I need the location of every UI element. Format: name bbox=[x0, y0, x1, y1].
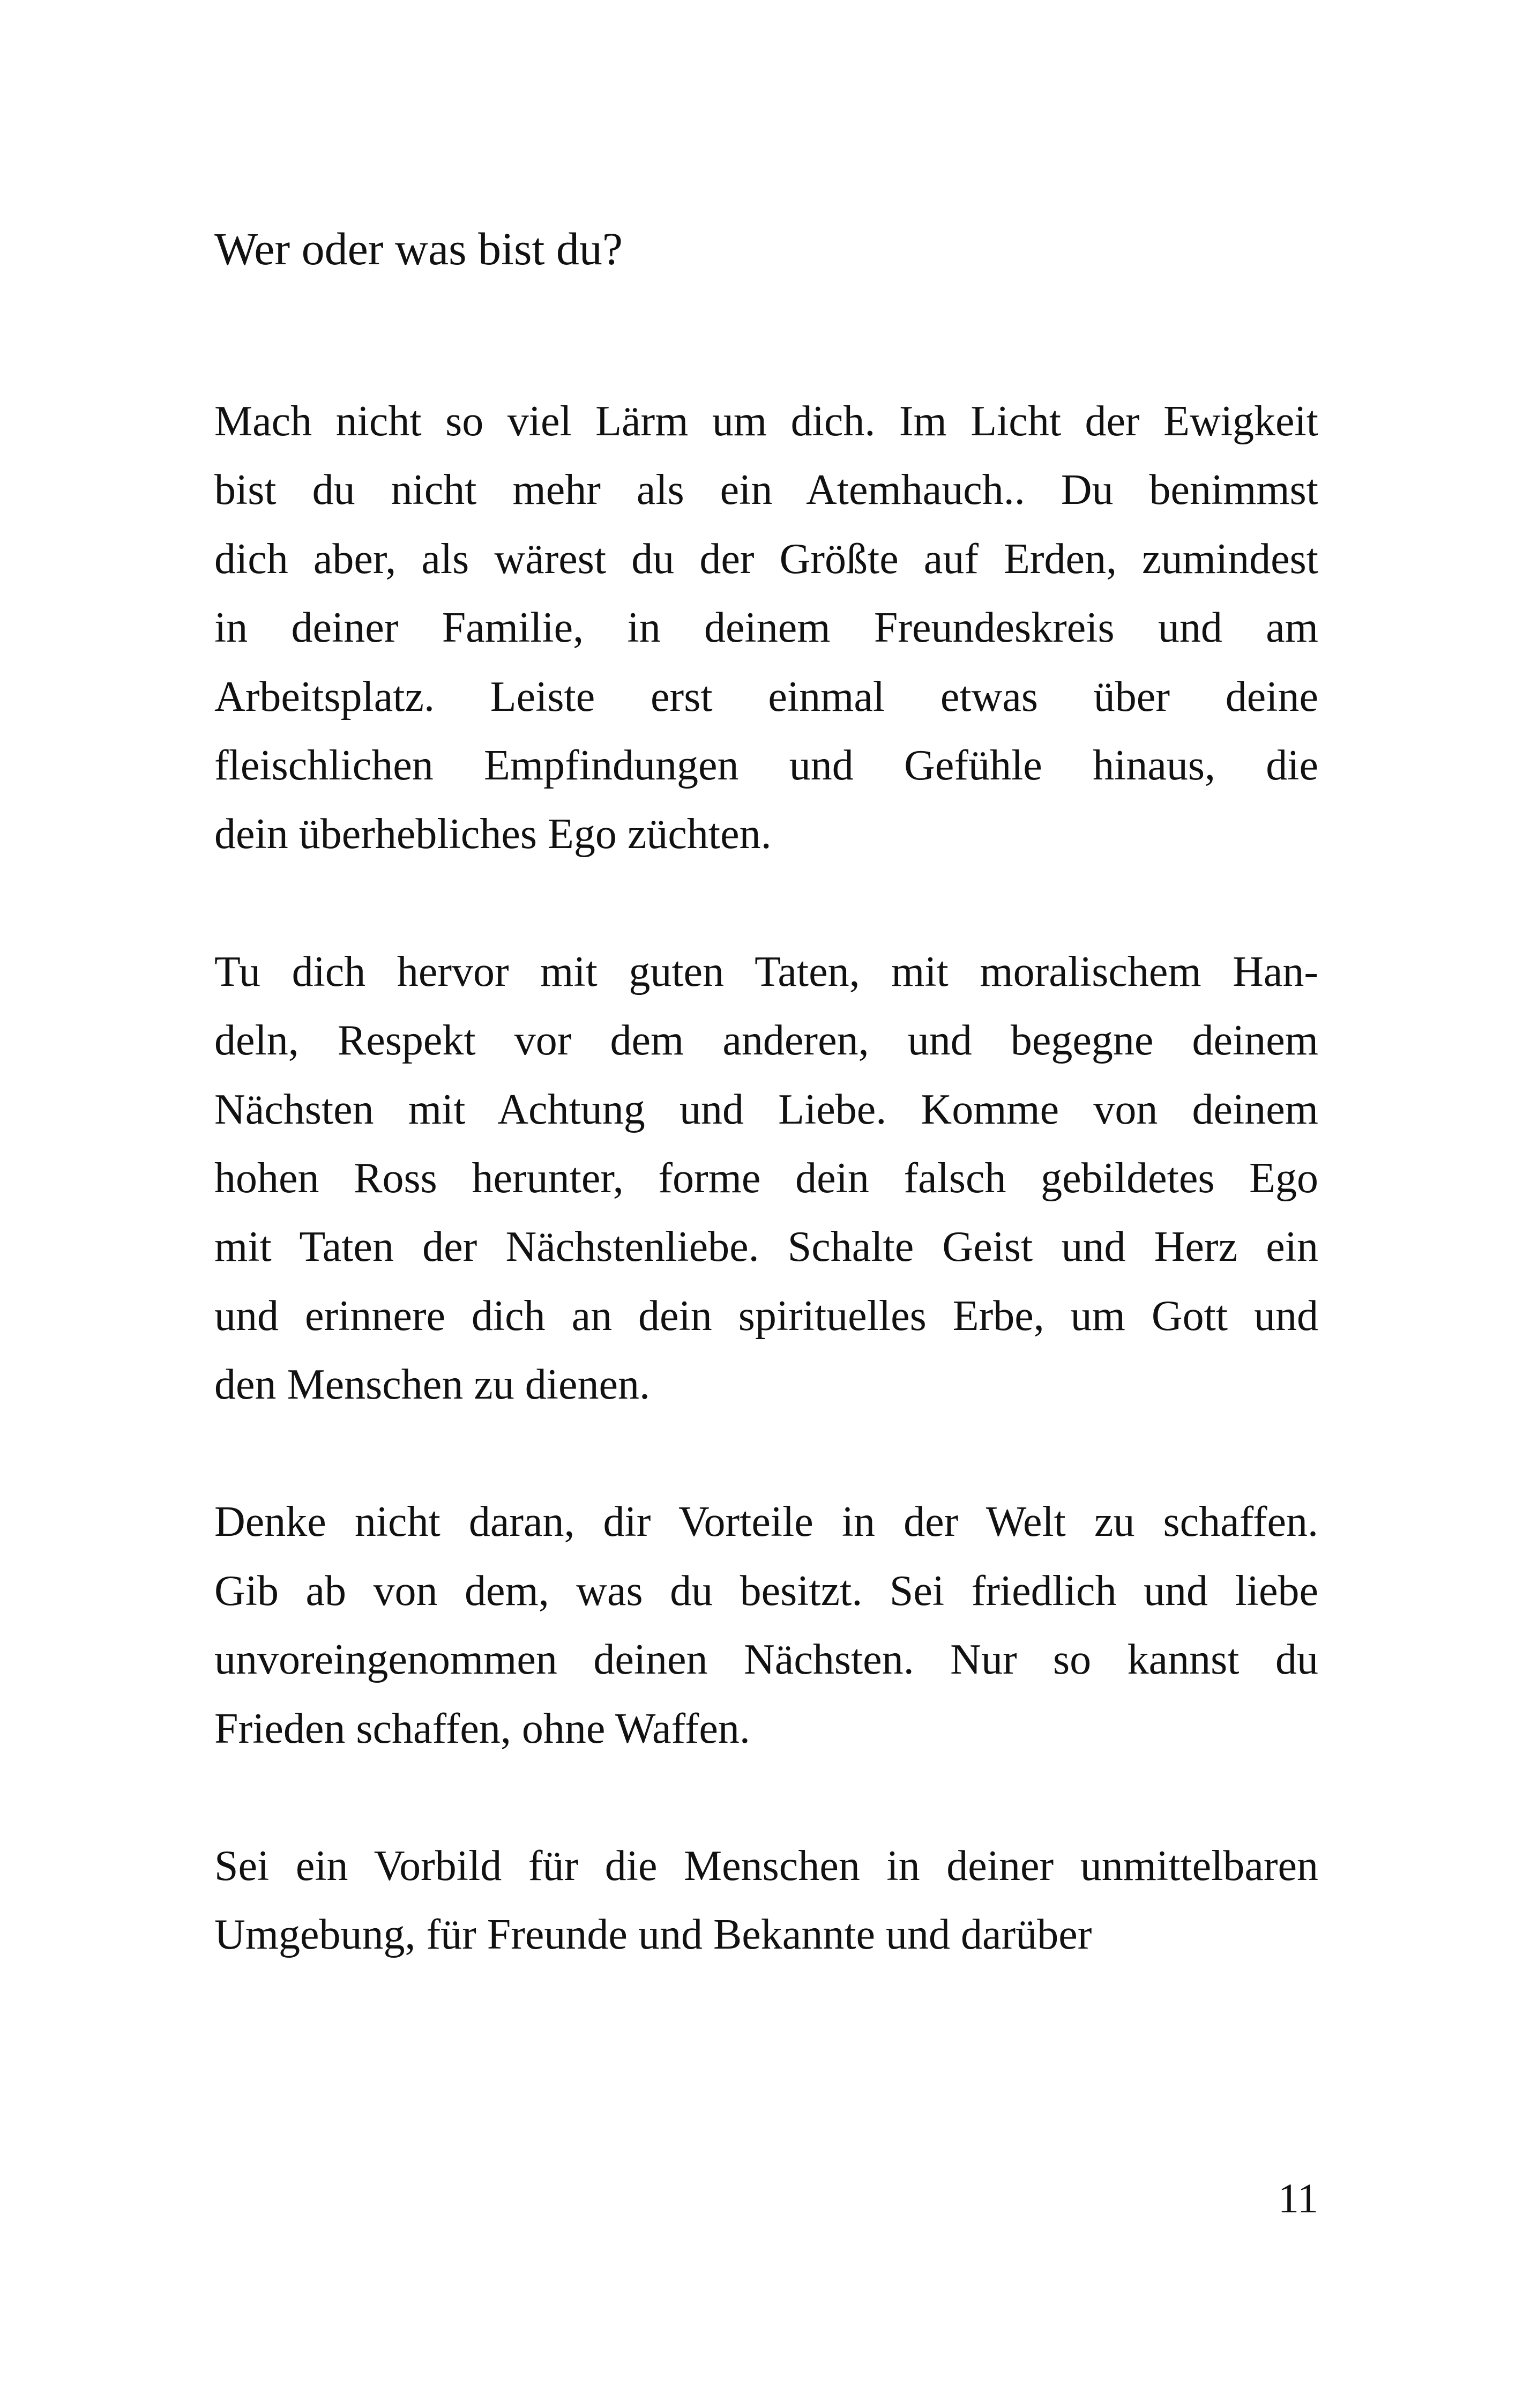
text-line: dein überhebliches Ego züchten. bbox=[214, 811, 772, 858]
paragraph-1 bbox=[214, 387, 1318, 869]
text-line: fleischlichen Empfindungen und Gefühle hinaus, die bbox=[214, 741, 1318, 789]
text-line: Arbeitsplatz. Leiste erst einmal etwas über deine bbox=[214, 673, 1318, 720]
text-line: dich aber, als wärest du der Größte auf Erden, zumindest bbox=[214, 535, 1318, 583]
text-line: Gib ab von dem, was du besitzt. Sei friedlich und liebe bbox=[214, 1567, 1318, 1615]
text-line: mit Taten der Nächstenliebe. Schalte Geist und Herz ein bbox=[214, 1223, 1318, 1271]
page-number: 11 bbox=[1278, 2175, 1318, 2221]
paragraph-2 bbox=[214, 938, 1318, 1419]
text-line: Sei ein Vorbild für die Menschen in deiner unmittelbaren bbox=[214, 1842, 1318, 1890]
body-text bbox=[214, 387, 1318, 2038]
text-line: und erinnere dich an dein spirituelles Erbe, um Gott und bbox=[214, 1292, 1318, 1340]
chapter-heading: Wer oder was bist du? bbox=[214, 223, 623, 274]
paragraph-3 bbox=[214, 1488, 1318, 1763]
text-line: hohen Ross herunter, forme dein falsch gebildetes Ego bbox=[214, 1154, 1318, 1202]
text-line: Umgebung, für Freunde und Bekannte und darüber bbox=[214, 1911, 1092, 1959]
text-line: deln, Respekt vor dem anderen, und begegne deinem bbox=[214, 1017, 1318, 1065]
text-line: Nächsten mit Achtung und Liebe. Komme von deinem bbox=[214, 1086, 1318, 1133]
paragraph-4 bbox=[214, 1832, 1318, 1969]
text-line: Frieden schaffen, ohne Waffen. bbox=[214, 1705, 750, 1752]
text-line: Tu dich hervor mit guten Taten, mit moralischem Han- bbox=[214, 948, 1318, 995]
text-line: Denke nicht daran, dir Vorteile in der Welt zu schaffen. bbox=[214, 1498, 1318, 1546]
text-line: Mach nicht so viel Lärm um dich. Im Licht der Ewigkeit bbox=[214, 398, 1318, 445]
text-line: bist du nicht mehr als ein Atemhauch.. Du benimmst bbox=[214, 466, 1318, 514]
text-line: den Menschen zu dienen. bbox=[214, 1361, 651, 1409]
text-line: unvoreingenommen deinen Nächsten. Nur so kannst du bbox=[214, 1636, 1318, 1684]
text-line: in deiner Familie, in deinem Freundeskreis und am bbox=[214, 604, 1318, 652]
